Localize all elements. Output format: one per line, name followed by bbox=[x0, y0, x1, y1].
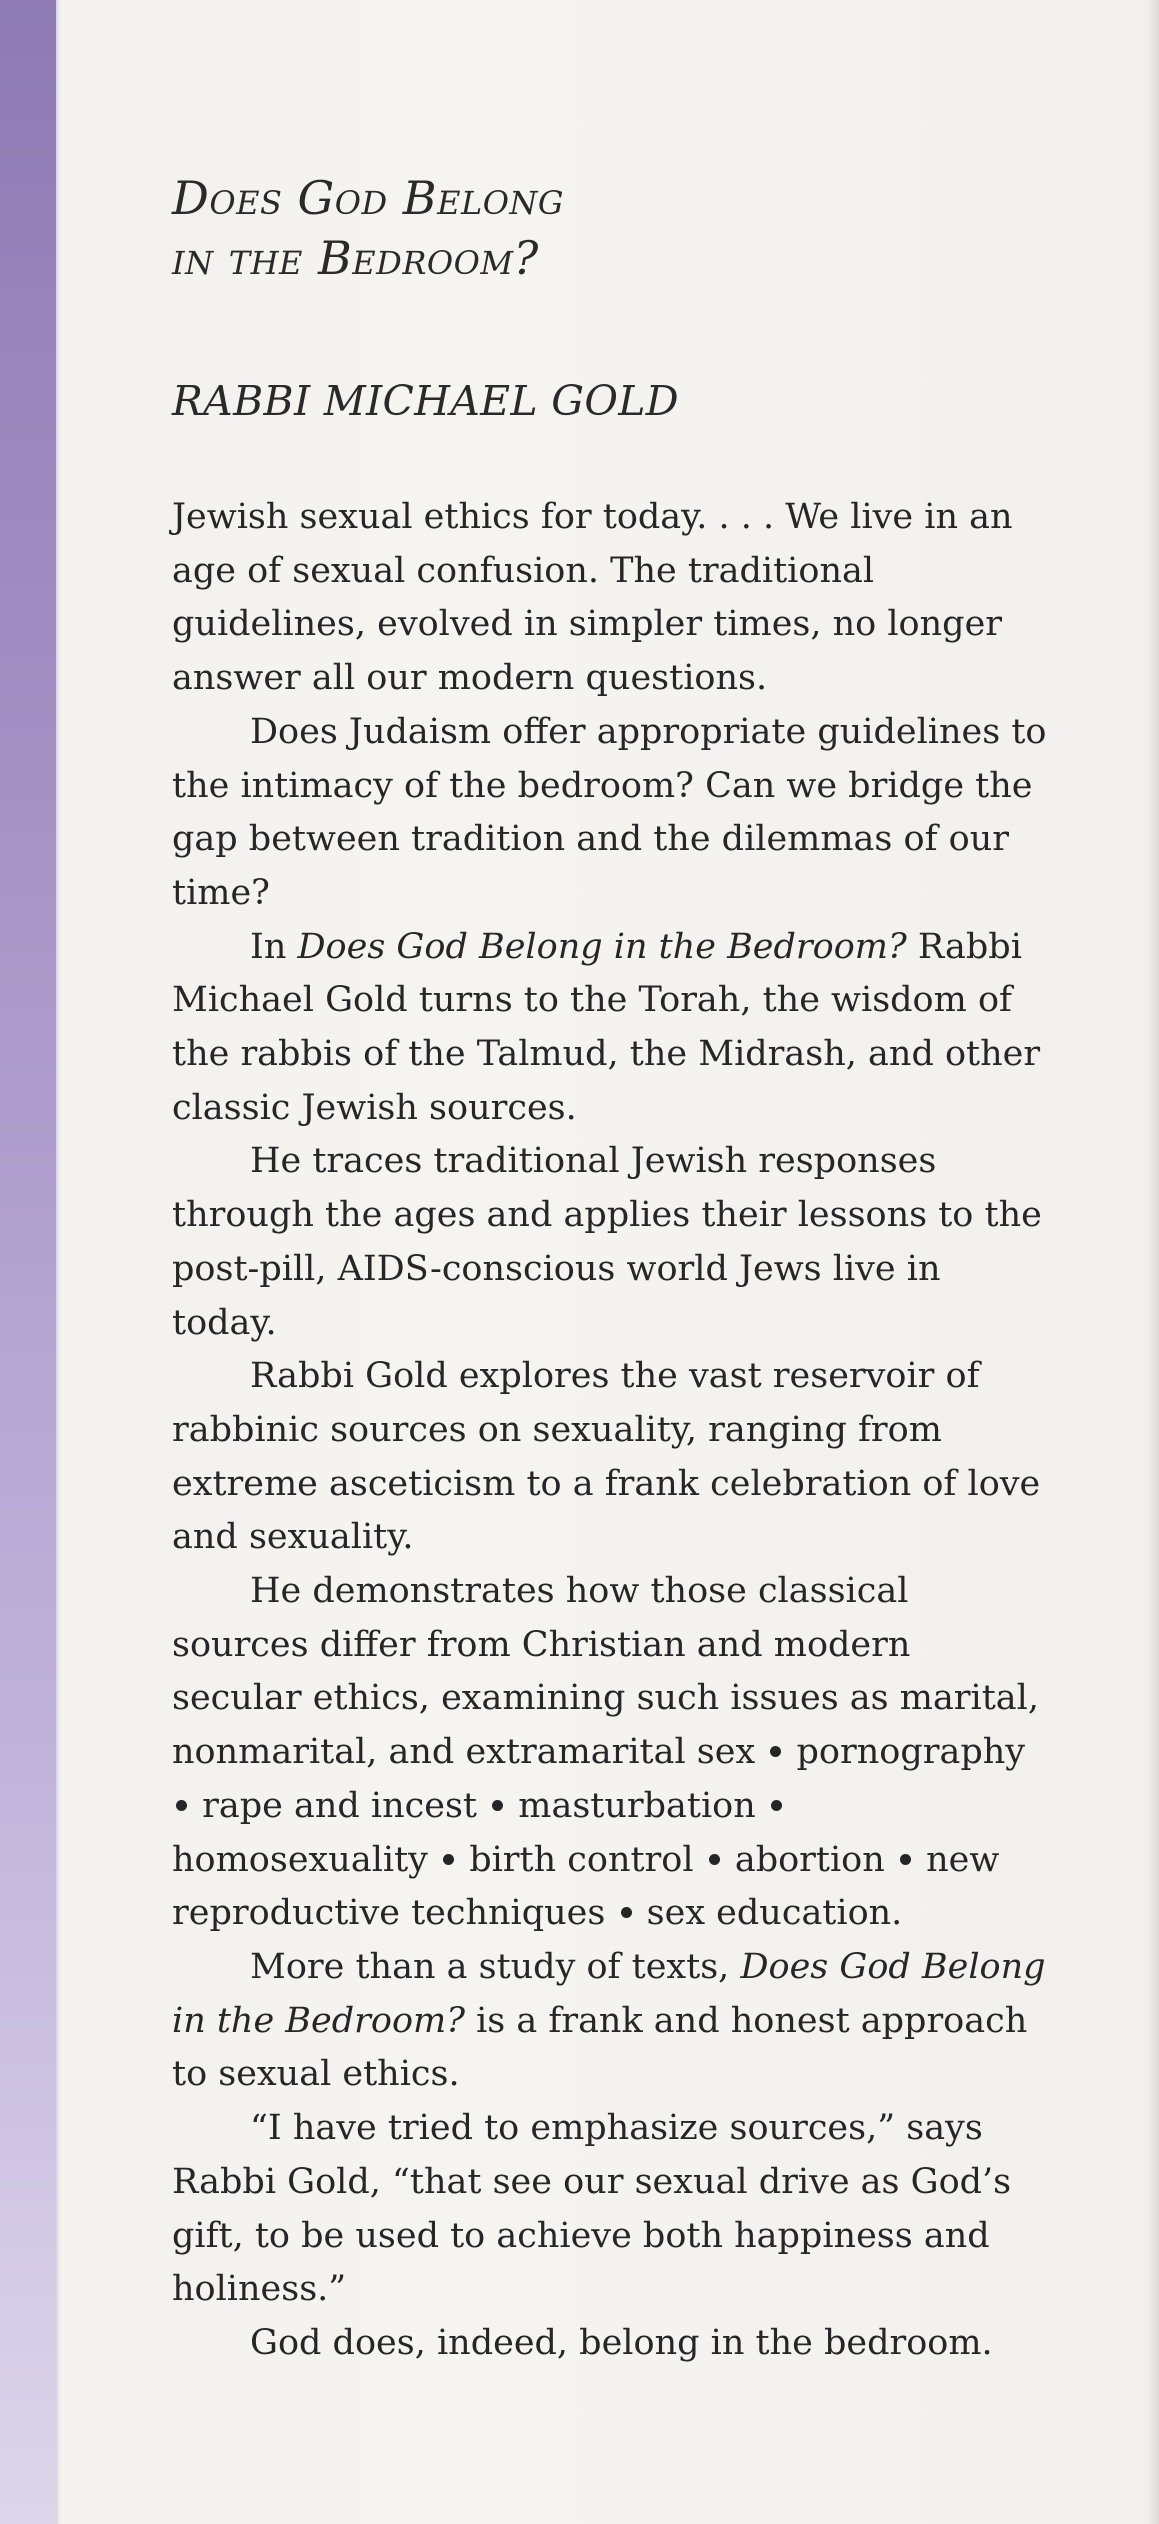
issue-item: pornography bbox=[796, 1732, 1026, 1773]
bullet-dot bbox=[770, 1746, 781, 1757]
book-title bbox=[172, 168, 564, 288]
paragraph-3-suffix: Rabbi Michael Gold turns to the Torah, the wisdom of the rabbis of the Talmud, the Midrash, and other classic Jewish sources. bbox=[172, 926, 1041, 1128]
paragraph-6 bbox=[172, 1565, 1047, 1941]
issue-item: rape and incest bbox=[202, 1785, 477, 1826]
issue-item: birth control bbox=[469, 1839, 694, 1880]
book-title-line-1: Does God Belong bbox=[172, 171, 564, 225]
issue-item: homosexuality bbox=[172, 1839, 428, 1880]
bullet-dot bbox=[176, 1800, 187, 1811]
issue-item: sex education. bbox=[646, 1893, 903, 1934]
paragraph-7 bbox=[172, 1941, 1047, 2102]
bullet-dot bbox=[900, 1854, 911, 1865]
bullet-dot bbox=[771, 1800, 782, 1811]
issue-item: new reproductive techniques bbox=[172, 1839, 1000, 1934]
paragraph-3-book-title: Does God Belong in the Bedroom? bbox=[297, 926, 907, 967]
paragraph-7-book-title: Does God Belong in the Bedroom? bbox=[172, 1946, 1046, 2041]
bullet-dot bbox=[443, 1854, 454, 1865]
flap-copy bbox=[172, 491, 1047, 2371]
paragraph-3 bbox=[172, 921, 1047, 1136]
bullet-dot bbox=[492, 1800, 503, 1811]
bullet-dot bbox=[621, 1907, 632, 1918]
stripe-shadow bbox=[56, 0, 60, 2524]
page-edge-shadow bbox=[1147, 0, 1159, 2524]
issue-item: abortion bbox=[734, 1839, 885, 1880]
paragraph-7-suffix: is a frank and honest approach to sexual ethics. bbox=[172, 2000, 1028, 2095]
issue-item: masturbation bbox=[518, 1785, 756, 1826]
author-name: RABBI MICHAEL GOLD bbox=[172, 377, 679, 425]
paragraph-9: God does, indeed, belong in the bedroom. bbox=[250, 2322, 993, 2363]
book-title-line-2: in the Bedroom? bbox=[172, 231, 539, 285]
paragraph-5: Rabbi Gold explores the vast reservoir of rabbinic sources on sexuality, ranging from extreme asceticism to a frank celebration of love and sexuality. bbox=[172, 1356, 1041, 1558]
paragraph-4: He traces traditional Jewish responses through the ages and applies their lessons to the post-pill, AIDS-conscious world Jews live in today. bbox=[172, 1141, 1042, 1343]
paragraph-1: Jewish sexual ethics for today. . . . We live in an age of sexual confusion. The traditional guidelines, evolved in simpler times, no longer answer all our modern questions. bbox=[172, 497, 1013, 699]
paragraph-3-prefix: In bbox=[250, 926, 298, 967]
paragraph-8: “I have tried to emphasize sources,” says Rabbi Gold, “that see our sexual drive as God’s gift, to be used to achieve both happiness and holiness.” bbox=[172, 2108, 1012, 2310]
paragraph-7-prefix: More than a study of texts, bbox=[250, 1946, 741, 1987]
paragraph-2: Does Judaism offer appropriate guidelines to the intimacy of the bedroom? Can we bridge the gap between tradition and the dilemmas of our time? bbox=[172, 711, 1047, 913]
purple-edge-stripe bbox=[0, 0, 56, 2524]
bullet-dot bbox=[709, 1854, 720, 1865]
paragraph-6-intro: He demonstrates how those classical sources differ from Christian and modern secular ethics, examining such issues as marital, nonmarital, and extramarital sex bbox=[172, 1571, 1039, 1773]
